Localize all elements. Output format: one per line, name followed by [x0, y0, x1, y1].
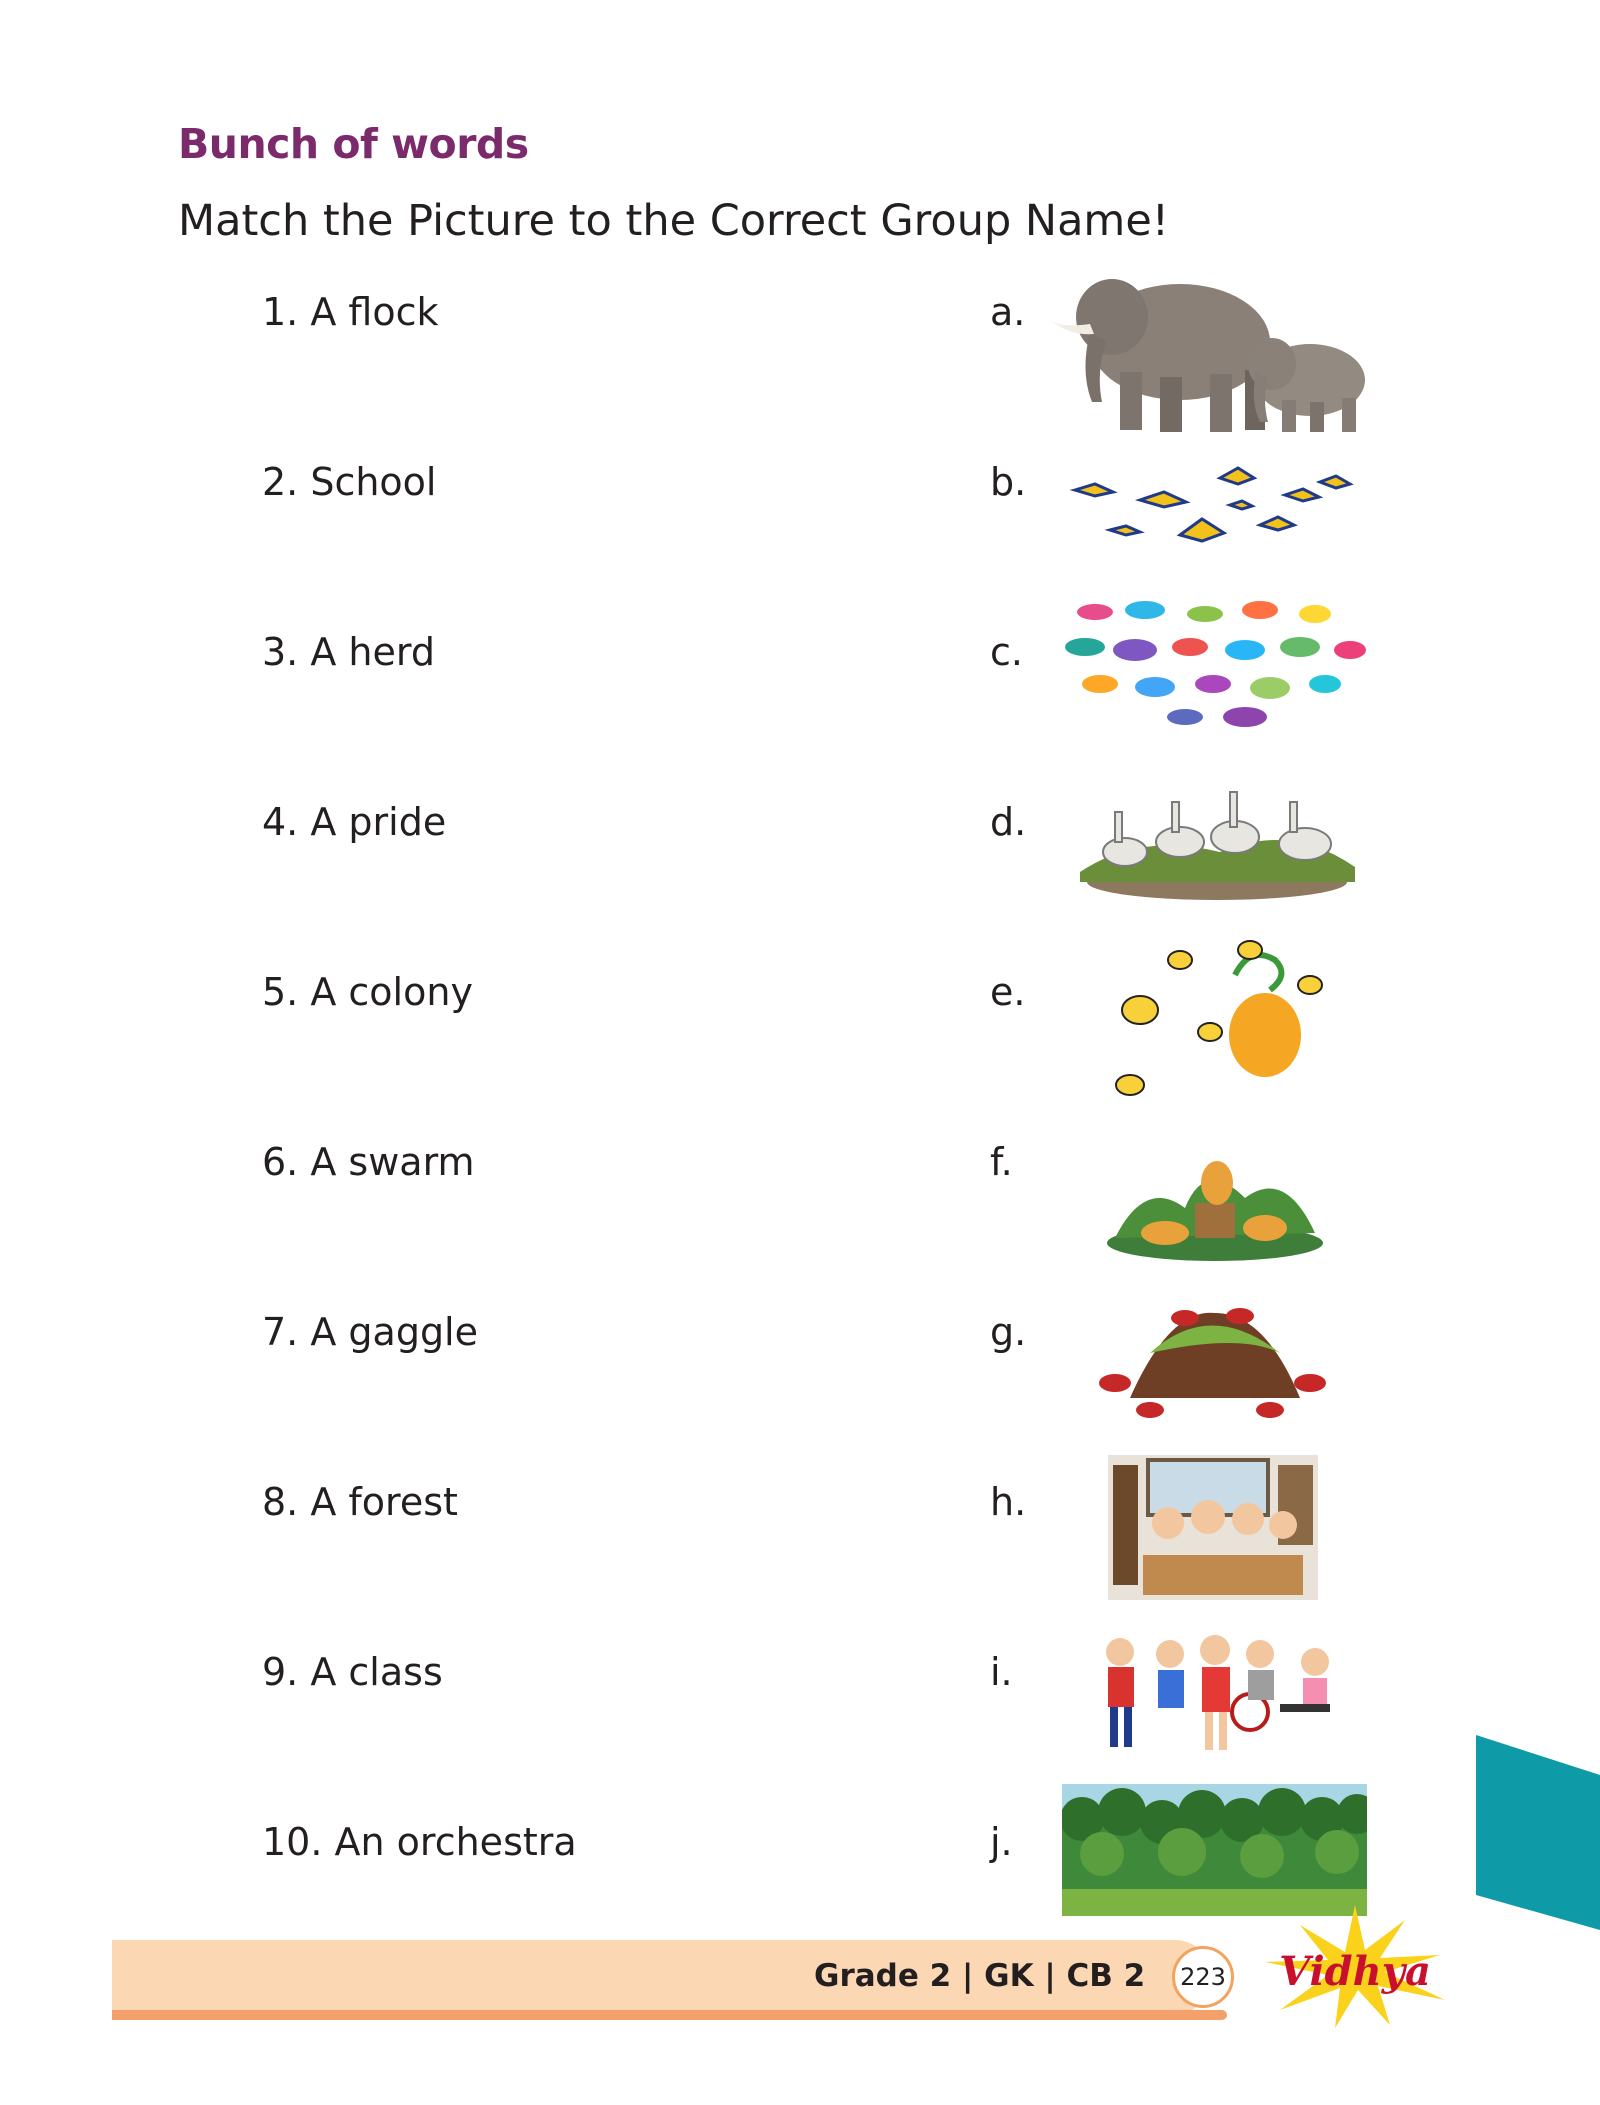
- page-heading: Bunch of words: [178, 120, 529, 168]
- group-name: 1. A flock: [262, 290, 439, 334]
- footer-line: [112, 2010, 1227, 2020]
- ants-picture: [1090, 1298, 1335, 1423]
- list-item: [0, 970, 1600, 1140]
- trees-picture: [1062, 1784, 1367, 1916]
- geese-picture: [1080, 772, 1355, 902]
- group-name: 5. A colony: [262, 970, 473, 1014]
- picture-letter: h.: [990, 1480, 1027, 1524]
- elephants-picture: [1050, 262, 1380, 437]
- bees-picture: [1100, 935, 1340, 1110]
- instruction-text: Match the Picture to the Correct Group Name!: [178, 196, 1170, 246]
- list-item: [0, 1480, 1600, 1650]
- group-name: 9. A class: [262, 1650, 443, 1694]
- group-name: 6. A swarm: [262, 1140, 475, 1184]
- group-name: 7. A gaggle: [262, 1310, 478, 1354]
- picture-letter: d.: [990, 800, 1027, 844]
- page-number: 223: [1172, 1946, 1234, 2008]
- picture-letter: c.: [990, 630, 1023, 674]
- picture-letter: j.: [990, 1820, 1013, 1864]
- birds-picture: [1070, 460, 1370, 570]
- classroom-picture: [1108, 1455, 1318, 1600]
- group-name: 2. School: [262, 460, 437, 504]
- group-name: 8. A forest: [262, 1480, 458, 1524]
- picture-letter: g.: [990, 1310, 1027, 1354]
- section-tab: [1476, 1735, 1600, 1930]
- list-item: [0, 800, 1600, 970]
- footer-label: Grade 2 | GK | CB 2: [814, 1958, 1146, 1994]
- picture-letter: f.: [990, 1140, 1013, 1184]
- group-name: 3. A herd: [262, 630, 435, 674]
- list-item: [0, 1140, 1600, 1310]
- picture-letter: e.: [990, 970, 1026, 1014]
- list-item: [0, 1310, 1600, 1480]
- picture-letter: i.: [990, 1650, 1013, 1694]
- logo-wordmark: Vidhya: [1279, 1948, 1431, 1995]
- picture-letter: a.: [990, 290, 1026, 334]
- group-name: 10. An orchestra: [262, 1820, 577, 1864]
- fish-picture: [1055, 592, 1375, 732]
- vidhya-logo: [1240, 1900, 1470, 2030]
- lions-picture: [1105, 1138, 1325, 1263]
- group-name: 4. A pride: [262, 800, 447, 844]
- picture-letter: b.: [990, 460, 1027, 504]
- musicians-picture: [1090, 1632, 1340, 1757]
